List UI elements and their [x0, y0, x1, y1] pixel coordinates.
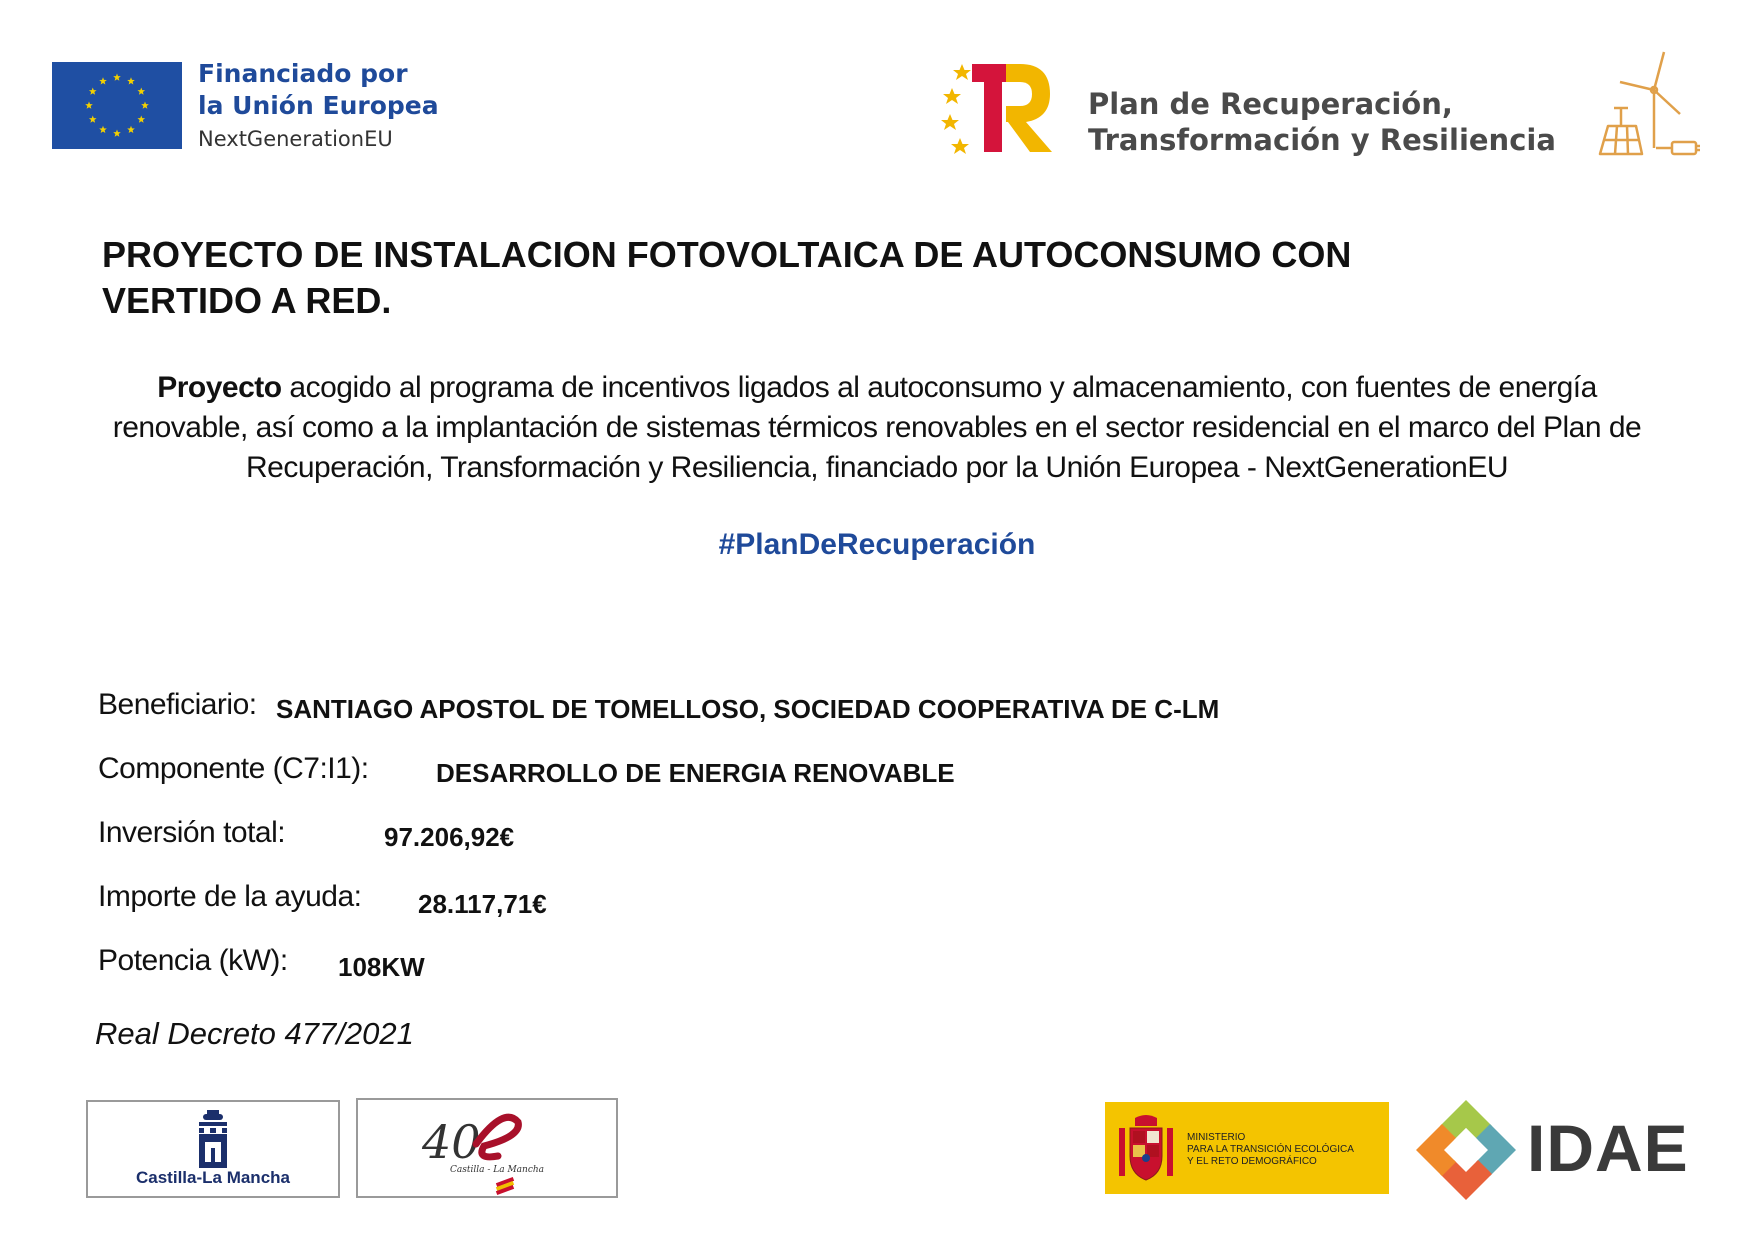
real-decreto: Real Decreto 477/2021 [95, 1016, 414, 1051]
ministerio-line-1: MINISTERIO [1187, 1132, 1246, 1143]
eu-funding-text [198, 58, 439, 156]
project-description [90, 368, 1664, 488]
idae-mark-icon [1414, 1098, 1518, 1202]
spain-coat-of-arms-icon [1117, 1114, 1175, 1184]
ministerio-line-3: Y EL RETO DEMOGRÁFICO [1187, 1156, 1317, 1167]
forty-subtitle: Castilla - La Mancha [450, 1165, 545, 1175]
jccm-logo-box [86, 1100, 340, 1198]
importe-label: Importe de la ayuda: [98, 880, 362, 913]
inversion-label: Inversión total: [98, 816, 286, 849]
importe-value: 28.117,71€ [418, 889, 547, 919]
svg-text:40: 40 [422, 1115, 481, 1169]
inversion-value: 97.206,92€ [384, 822, 515, 852]
eu-line-3: NextGenerationEU [198, 127, 393, 151]
title-line-2: VERTIDO A RED. [102, 280, 392, 321]
wind-solar-icon [1590, 48, 1702, 160]
description-text: acogido al programa de incentivos ligados al autoconsumo y almacenamiento, con fuentes de energía renovable, así como a la implantación de sistemas térmicos renovables en el sector residencial en el marco del Plan de Recuperación, Transformación y Resiliencia, financiado por la Unión Europea - NextGenerationEU [112, 371, 1642, 484]
potencia-value: 108KW [338, 952, 425, 982]
project-title [102, 232, 1582, 324]
potencia-label: Potencia (kW): [98, 944, 288, 977]
ministerio-line-2: PARA LA TRANSICIÓN ECOLÓGICA [1187, 1144, 1354, 1155]
eu-line-2: la Unión Europea [198, 91, 439, 120]
beneficiario-label: Beneficiario: [98, 688, 257, 721]
beneficiario-value: SANTIAGO APOSTOL DE TOMELLOSO, SOCIEDAD COOPERATIVA DE C-LM [276, 694, 1220, 724]
prtr-line-2: Transformación y Resiliencia [1088, 123, 1556, 157]
eu-flag-logo [52, 62, 182, 149]
jccm-label: Castilla-La Mancha [136, 1168, 290, 1187]
idae-wordmark: IDAE [1527, 1111, 1689, 1185]
jccm-castle-icon [194, 1108, 232, 1170]
componente-value: DESARROLLO DE ENERGIA RENOVABLE [436, 758, 955, 788]
ministerio-text [1187, 1132, 1354, 1168]
eu-line-1: Financiado por [198, 59, 408, 88]
hashtag: #PlanDeRecuperación [718, 528, 1036, 561]
prtr-logo [940, 56, 1060, 156]
forty-years-logo [356, 1098, 618, 1198]
componente-label: Componente (C7:I1): [98, 752, 369, 785]
ministerio-logo [1105, 1102, 1389, 1194]
prtr-text [1088, 86, 1556, 158]
title-line-1: PROYECTO DE INSTALACION FOTOVOLTAICA DE AUTOCONSUMO CON [102, 234, 1352, 275]
prtr-line-1: Plan de Recuperación, [1088, 87, 1453, 121]
description-lead: Proyecto [157, 371, 282, 404]
